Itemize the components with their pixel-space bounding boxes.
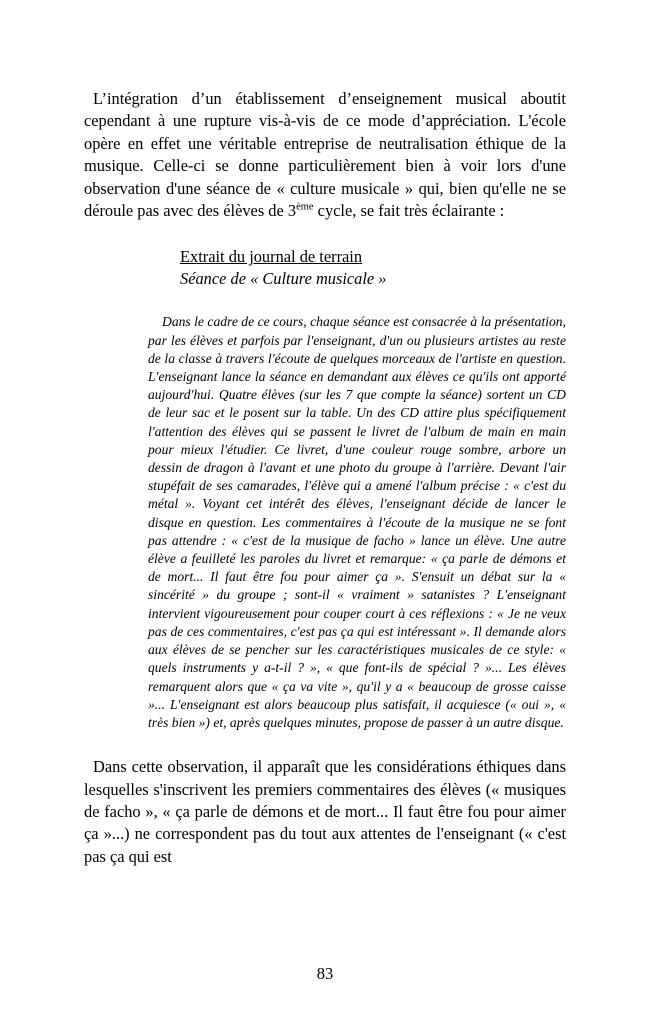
extract-heading-block bbox=[180, 246, 566, 289]
intro-text-start: L’intégration d’un établissement d’enseignement musical aboutit cependant à une rupture vis-à-vis de ce mode d’appréciation. L'école opère en effet une véritable entreprise de neutralisation éthique de la musique. Celle-ci se donne particulièrement bien à voir lors d'une observation d'une séance de « culture musicale » qui, bien qu'elle ne se déroule pas avec des élèves de 3 bbox=[84, 89, 566, 221]
ordinal-superscript: ème bbox=[296, 201, 314, 213]
intro-text-end: cycle, se fait très éclairante : bbox=[313, 201, 505, 221]
extract-subtitle: Séance de « Culture musicale » bbox=[180, 268, 387, 288]
extract-title: Extrait du journal de terrain bbox=[180, 247, 363, 267]
field-journal-quote: Dans le cadre de ce cours, chaque séance est consacrée à la présentation, par les élèves et parfois par l'enseignant, d'un ou plusieurs artistes au reste de la classe à travers l'écoute de quelques morceaux de l'artiste en question. L'enseignant lance la séance en demandant aux élèves ce qu'ils ont apporté aujourd'hui. Quatre élèves (sur les 7 que compte la séance) sortent un CD de leur sac et le posent sur la table. Un des CD attire plus spécifiquement l'attention des élèves qui se passent le livret de l'album de main en main pour mieux l'étudier. Ce livret, d'une couleur rouge sombre, arbore un dessin de dragon à l'avant et une photo du groupe à l'arrière. Devant l'air stupéfait de ses camarades, l'élève qui a amené l'album précise : « c'est du métal ». Voyant cet intérêt des élèves, l'enseignant décide de lancer le disque en question. Les commentaires à l'écoute de la musique ne se font pas attendre : « c'est de la musique de facho » lance un élève. Une autre élève a feuilleté les paroles du livret et remarque: « ça parle de démons et de mort... Il faut être fou pour aimer ça ». S'ensuit un débat sur la « sincérité » du groupe ; sont-il « vraiment » satanistes ? L'enseignant intervient vigoureusement pour couper court à ces réflexions : « Je ne veux pas de ces commentaires, c'est pas ça qui est intéressant ». Il demande alors aux élèves de se pencher sur les caractéristiques musicales de ce style: « quels instruments y a-t-il ? », « que font-ils de spécial ? »... Les élèves remarquent alors que « ça va vite », qu'il y a « beaucoup de grosse caisse »... L'enseignant est alors beaucoup plus satisfait, il acquiesce (« oui », « très bien ») et, après quelques minutes, propose de passer à un autre disque. bbox=[148, 314, 566, 730]
intro-paragraph bbox=[84, 88, 566, 222]
page-number: 83 bbox=[316, 964, 334, 983]
closing-paragraph: Dans cette observation, il apparaît que les considérations éthiques dans lesquelles s'inscrivent les premiers commentaires des élèves (« musiques de facho », « ça parle de démons et de mort... Il faut être fou pour aimer ça »...) ne correspondent pas du tout aux attentes de l'enseignant (« c'est pas ça qui est bbox=[84, 757, 566, 866]
